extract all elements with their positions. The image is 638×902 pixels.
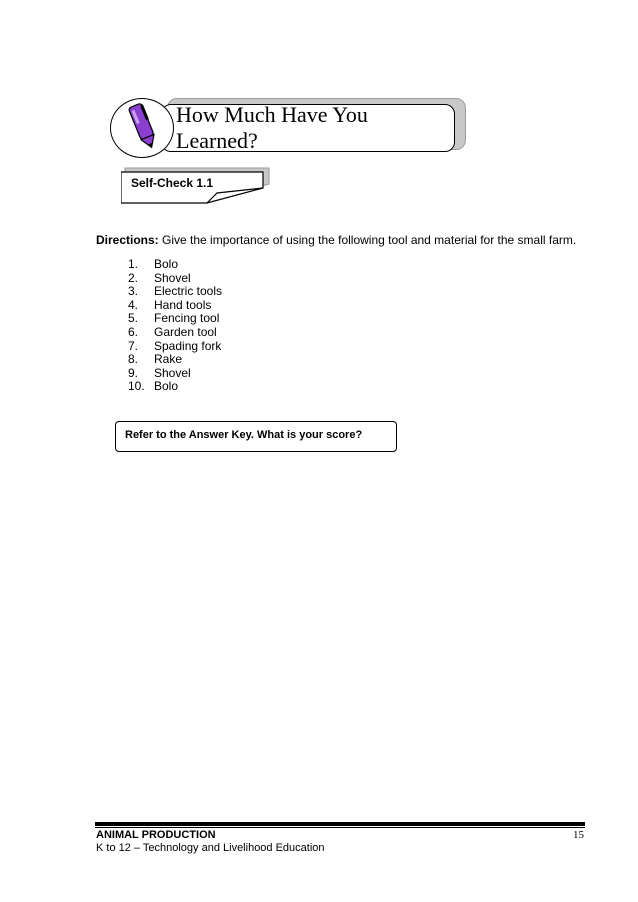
footer-subtitle: K to 12 – Technology and Livelihood Education — [96, 842, 325, 854]
pen-icon — [118, 100, 168, 152]
footer-rule-thin — [95, 827, 585, 828]
list-item: 1. Bolo — [128, 257, 179, 271]
list-item: 5. Fencing tool — [128, 311, 220, 326]
list-item: 10. Bolo — [128, 379, 179, 394]
list-item: 9. Shovel — [128, 365, 191, 380]
answer-key-prompt — [115, 421, 397, 452]
tool-list — [128, 258, 222, 394]
directions-text: Give the importance of using the following tool and material for the small farm. — [158, 233, 577, 247]
list-item: 4. Hand tools — [128, 297, 212, 312]
list-item: 3. Electric tools — [128, 284, 223, 299]
page-title: How Much Have You Learned? — [176, 102, 368, 153]
footer-title: ANIMAL PRODUCTION — [96, 829, 216, 841]
list-item: 7. Spading fork — [128, 338, 222, 353]
list-item: 8. Rake — [128, 352, 183, 367]
list-item: 2. Shovel — [128, 270, 191, 285]
footer-rule — [95, 822, 585, 826]
directions-label: Directions: — [96, 233, 159, 247]
list-item: 6. Garden tool — [128, 324, 217, 339]
title-banner — [161, 104, 455, 152]
answer-key-text: Refer to the Answer Key. What is your score? — [125, 429, 363, 441]
page-number: 15 — [573, 829, 584, 841]
directions — [96, 233, 576, 247]
self-check-label: Self-Check 1.1 — [131, 176, 214, 190]
